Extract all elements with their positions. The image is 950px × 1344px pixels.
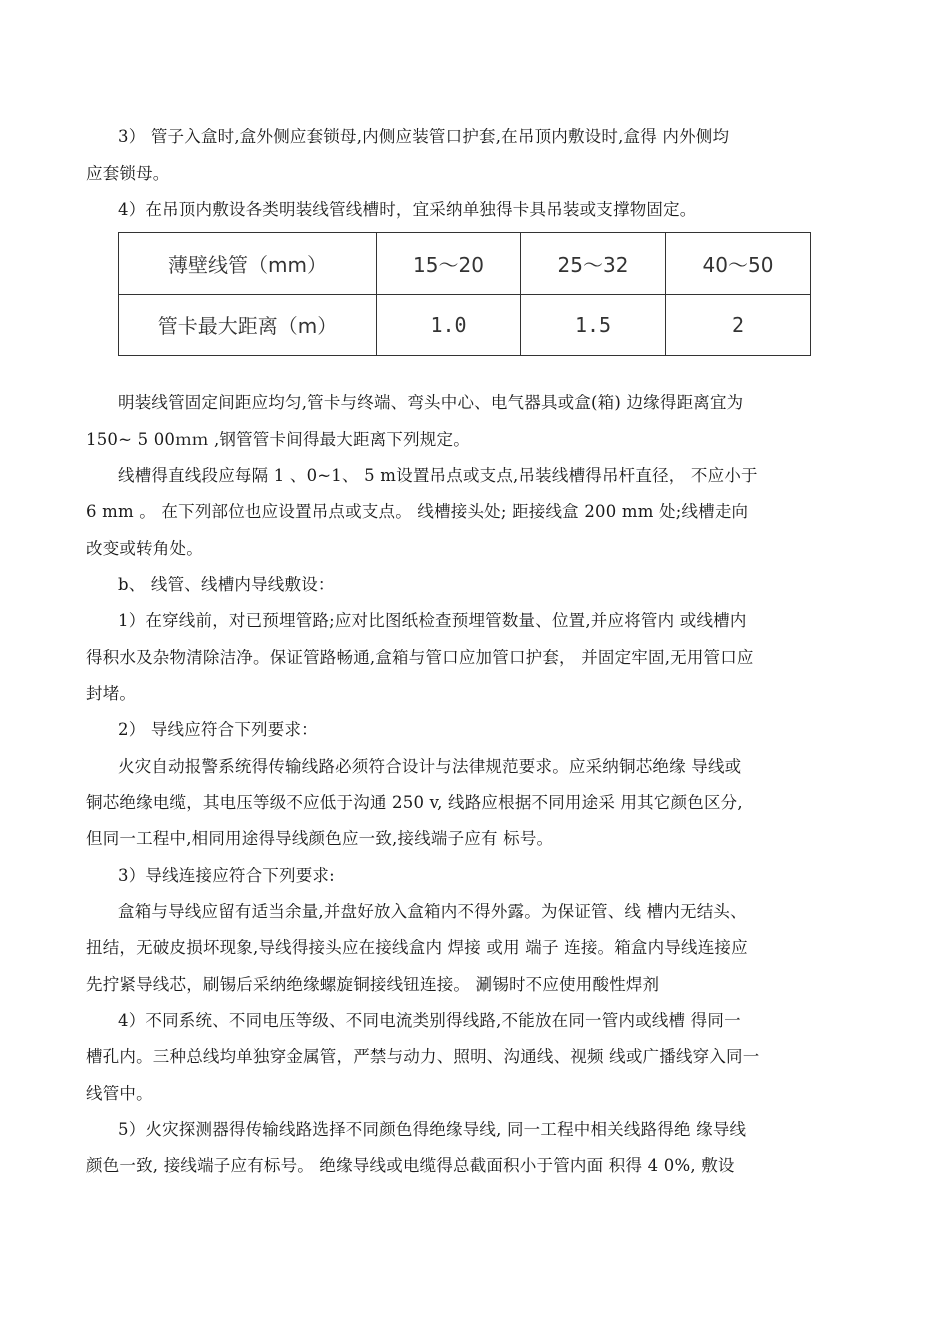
text-line: 150~ 5 00ｍｍ ,钢管管卡间得最大距离下列规定。 <box>86 430 470 449</box>
text-line: 先拧紧导线芯，刷锡后采纳绝缘螺旋铜接线钮连接。 涮锡时不应使用酸性焊剂 <box>86 975 660 994</box>
table-cell: 25～32 <box>521 233 666 295</box>
text-line: 线管中。 <box>86 1084 153 1103</box>
text-line: 封堵。 <box>86 684 137 703</box>
text-line: 5）火灾探测器得传输线路选择不同颜色得绝缘导线, 同一工程中相关线路得绝 缘导线 <box>118 1120 747 1139</box>
table-cell: 1.5 <box>521 294 666 356</box>
table-cell: 15～20 <box>377 233 521 295</box>
pipe-clamp-table <box>118 232 811 356</box>
text-line: 3）导线连接应符合下列要求: <box>118 866 335 885</box>
text-line: b、 线管、线槽内导线敷设： <box>118 575 335 594</box>
text-line: 4）不同系统、不同电压等级、不同电流类别得线路,不能放在同一管内或线槽 得同一 <box>118 1011 741 1030</box>
text-line: 1）在穿线前，对已预埋管路;应对比图纸检查预埋管数量、位置,并应将管内 或线槽内 <box>118 611 747 630</box>
table-cell: 1.0 <box>377 294 521 356</box>
text-line: 明装线管固定间距应均匀,管卡与终端、弯头中心、电气器具或盒(箱) 边缘得距离宜为 <box>118 393 744 412</box>
text-line: 火灾自动报警系统得传输线路必须符合设计与法律规范要求。应采纳铜芯绝缘 导线或 <box>118 757 742 776</box>
text-line: 颜色一致, 接线端子应有标号。 绝缘导线或电缆得总截面积小于管内面 积得 4 0%, 敷设 <box>86 1156 735 1175</box>
table-row <box>119 233 811 295</box>
text-line: 铜芯绝缘电缆，其电压等级不应低于沟通 250 v, 线路应根据不同用途采 用其它颜色区分, <box>86 793 743 812</box>
text-line: 2） 导线应符合下列要求： <box>118 720 318 739</box>
text-line: 3） 管子入盒时,盒外侧应套锁母,内侧应装管口护套,在吊顶内敷设时,盒得 内外侧均 <box>118 127 730 146</box>
table-cell: 2 <box>666 294 811 356</box>
text-line: 盒箱与导线应留有适当余量,并盘好放入盒箱内不得外露。为保证管、线 槽内无结头、 <box>118 902 747 921</box>
text-line: 得积水及杂物清除洁净。保证管路畅通,盒箱与管口应加管口护套， 并固定牢固,无用管口应 <box>86 648 754 667</box>
text-line: 应套锁母。 <box>86 164 170 183</box>
table-row-label: 管卡最大距离（m） <box>119 294 377 356</box>
text-line: 6 mm 。 在下列部位也应设置吊点或支点。 线槽接头处; 距接线盒 200 mm 处;线槽走向 <box>86 502 749 521</box>
text-line: 槽孔内。三种总线均单独穿金属管，严禁与动力、照明、沟通线、视频 线或广播线穿入同一 <box>86 1047 760 1066</box>
table-cell: 40～50 <box>666 233 811 295</box>
text-line: 线槽得直线段应每隔 1 、0~1、 5 m设置吊点或支点,吊装线槽得吊杆直径， 不应小于 <box>118 466 758 485</box>
text-line: 扭结，无破皮损坏现象,导线得接头应在接线盒内 焊接 或用 端子 连接。箱盒内导线连接应 <box>86 938 748 957</box>
table-row <box>119 294 811 356</box>
text-line: 改变或转角处。 <box>86 539 203 558</box>
text-line: 4）在吊顶内敷设各类明装线管线槽时，宜采纳单独得卡具吊装或支撑物固定。 <box>118 200 697 219</box>
table-header-label: 薄壁线管（mm） <box>119 233 377 295</box>
text-line: 但同一工程中,相同用途得导线颜色应一致,接线端子应有 标号。 <box>86 829 554 848</box>
